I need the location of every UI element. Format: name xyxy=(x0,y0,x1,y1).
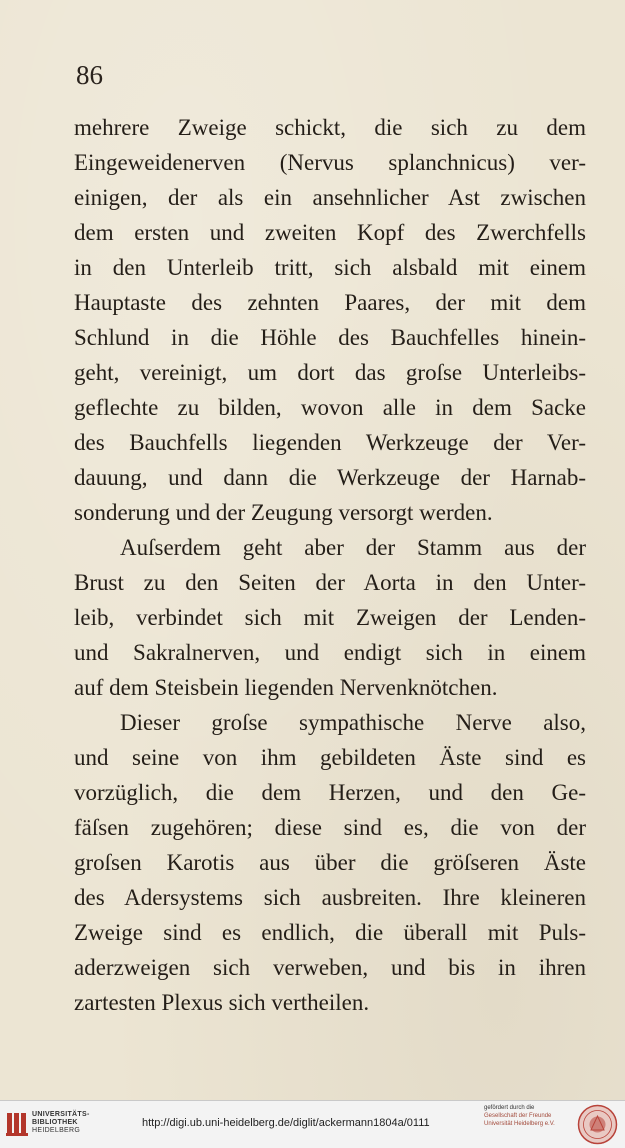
text-line: leib, verbindet sich mit Zweigen der Lenden- xyxy=(74,605,586,630)
funding-org-line: Gesellschaft der Freunde xyxy=(484,1113,552,1119)
text-line: zartesten Plexus sich vertheilen. xyxy=(74,990,370,1015)
text-line: groſsen Karotis aus über die gröſseren Äste xyxy=(74,850,586,875)
university-library-logo-icon xyxy=(6,1109,28,1137)
text-line: Brust zu den Seiten der Aorta in den Unter- xyxy=(74,570,586,595)
text-line: aderzweigen sich verweben, und bis in ihren xyxy=(74,955,586,980)
text-line: sonderung und der Zeugung versorgt werden. xyxy=(74,500,493,525)
text-line: einigen, der als ein ansehnlicher Ast zwischen xyxy=(74,185,586,210)
text-line: geflechte zu bilden, wovon alle in dem Sacke xyxy=(74,395,586,420)
text-line: auf dem Steisbein liegenden Nervenknötchen. xyxy=(74,675,498,700)
text-line: dem ersten und zweiten Kopf des Zwerchfells xyxy=(74,220,586,245)
text-line: Hauptaste des zehnten Paares, der mit dem xyxy=(74,290,586,315)
text-line: des Adersystems sich ausbreiten. Ihre kleineren xyxy=(74,885,586,910)
university-seal-icon xyxy=(577,1104,618,1145)
text-line: Eingeweidenerven (Nervus splanchnicus) ver- xyxy=(74,150,586,175)
library-name-line: BIBLIOTHEK xyxy=(32,1119,78,1126)
digitization-footer xyxy=(0,1100,625,1148)
page-number: 86 xyxy=(76,60,103,90)
body-text xyxy=(74,110,586,1020)
text-line: Zweige sind es endlich, die überall mit Puls- xyxy=(74,920,586,945)
text-line: Dieser groſse sympathische Nerve also, xyxy=(120,710,586,735)
funding-label: gefördert durch die xyxy=(484,1105,535,1111)
text-line: fäſsen zugehören; diese sind es, die von der xyxy=(74,815,586,840)
text-line: Auſserdem geht aber der Stamm aus der xyxy=(120,535,586,560)
text-line: in den Unterleib tritt, sich alsbald mit einem xyxy=(74,255,586,280)
library-name-line: HEIDELBERG xyxy=(32,1127,81,1134)
library-name xyxy=(32,1111,90,1135)
funding-note xyxy=(484,1104,570,1128)
funding-org-line: Universität Heidelberg e.V. xyxy=(484,1121,555,1127)
text-line: und seine von ihm gebildeten Äste sind es xyxy=(74,745,586,770)
library-name-line: UNIVERSITÄTS- xyxy=(32,1111,90,1118)
text-line: mehrere Zweige schickt, die sich zu dem xyxy=(74,115,586,140)
text-line: dauung, und dann die Werkzeuge der Harnab- xyxy=(74,465,586,490)
text-line: vorzüglich, die dem Herzen, und den Ge- xyxy=(74,780,586,805)
text-line: des Bauchfells liegenden Werkzeuge der Ver- xyxy=(74,430,586,455)
permalink-url[interactable]: http://digi.ub.uni-heidelberg.de/diglit/ackermann1804a/0111 xyxy=(142,1117,430,1129)
text-line: und Sakralnerven, und endigt sich in einem xyxy=(74,640,586,665)
text-line: geht, vereinigt, um dort das groſse Unterleibs- xyxy=(74,360,586,385)
text-line: Schlund in die Höhle des Bauchfelles hinein- xyxy=(74,325,586,350)
